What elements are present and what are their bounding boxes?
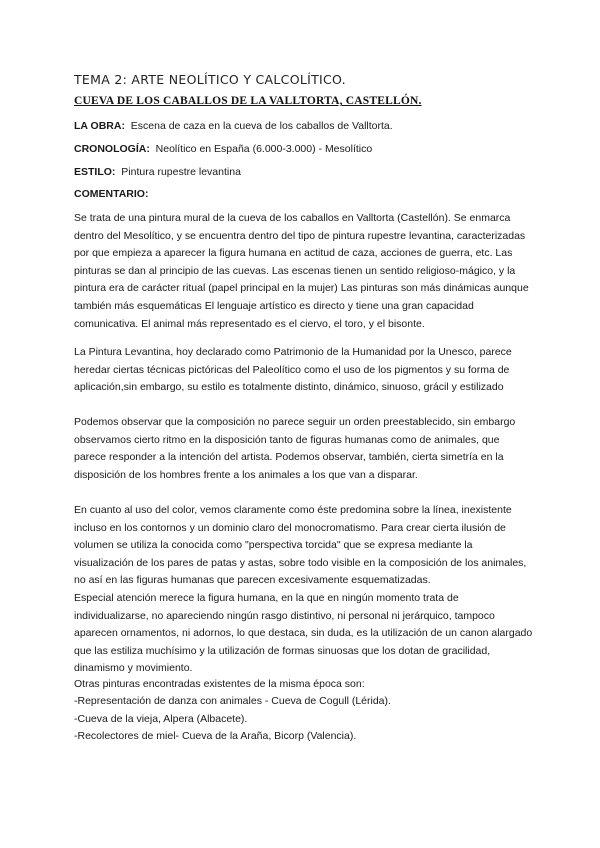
list-item: -Representación de danza con animales - Cueva de Cogull (Lérida).	[74, 695, 391, 707]
other-paintings-intro: Otras pinturas encontradas existentes de la misma época son:	[74, 678, 365, 690]
comment-heading-label: COMENTARIO:	[74, 188, 149, 200]
document-title: TEMA 2: ARTE NEOLÍTICO Y CALCOLÍTICO.	[74, 72, 346, 87]
paragraph: Especial atención merece la figura humana, en la que en ningún momento trata de individualizarse, no apareciendo ningún rasgo distintivo, ni personal ni jerárquico, tampoco aparecen ornamentos, ni adornos, lo que destaca, sin duda, es la utilización de un canon alargado que las estiliza muchísimo y la utilización de formas sinuosas que los dotan de gracilidad, dinamismo y movimiento.	[74, 592, 533, 675]
document-subtitle: CUEVA DE LOS CABALLOS DE LA VALLTORTA, CASTELLÓN.	[74, 95, 422, 107]
field-value: Neolítico en España (6.000-3.000) - Mesolítico	[155, 143, 373, 155]
list-item: -Cueva de la vieja, Alpera (Albacete).	[74, 712, 248, 725]
field-label: ESTILO:	[74, 166, 116, 178]
field-obra	[74, 120, 393, 132]
field-cronologia	[74, 143, 372, 155]
paragraph: La Pintura Levantina, hoy declarado como Patrimonio de la Humanidad por la Unesco, parece heredar ciertas técnicas pictóricas del Paleolítico como el uso de los pigmentos y su forma de aplicación,sin embargo, su estilo es totalmente distinto, dinámico, sinuoso, grácil y estilizado	[74, 346, 512, 394]
paragraph: Se trata de una pintura mural de la cueva de los caballos en Valltorta (Castellón). Se enmarca dentro del Mesolítico, y se encuentra dentro del tipo de pintura rupestre levantina, caracterizadas por que empieza a aparecer la figura humana en actitud de caza, acciones de guerra, etc. Las pinturas se dan al principio de las cuevas. Las escenas tienen un sentido religioso-mágico, y la pintura era de carácter ritual (papel principal en la mujer) Las pinturas son más dinámicas aunque también más esquemáticas El lenguaje artístico es directo y tiene una gran capacidad comunicativa. El animal más representado es el ciervo, el toro, y el bisonte.	[74, 212, 529, 330]
comment-heading	[74, 188, 148, 200]
field-label: CRONOLOGÍA:	[74, 143, 150, 155]
list-item: -Recolectores de miel- Cueva de la Araña, Bicorp (Valencia).	[74, 730, 357, 743]
paragraph: Podemos observar que la composición no parece seguir un orden preestablecido, sin embargo observamos cierto ritmo en la disposición tanto de figuras humanas como de animales, que parece responder a la intención del artista. Podemos observar, también, cierta simetría en la disposición de los hombres frente a los animales a los que van a disparar.	[74, 416, 516, 481]
field-estilo	[74, 166, 241, 178]
field-label: LA OBRA:	[74, 120, 125, 132]
paragraph: En cuanto al uso del color, vemos claramente como éste predomina sobre la línea, inexistente incluso en los contornos y un dominio claro del monocromatismo. Para crear cierta ilusión de volumen se utiliza la conocida como "perspectiva torcida" que se expresa mediante la visualización de los pares de patas y astas, sobre todo visible en la composición de los animales, no así en las figuras humanas que parecen excesivamente esquematizadas.	[74, 504, 527, 587]
field-value: Escena de caza en la cueva de los caballos de Valltorta.	[130, 120, 393, 132]
other-paintings-list	[74, 693, 534, 746]
field-value: Pintura rupestre levantina	[121, 166, 241, 178]
